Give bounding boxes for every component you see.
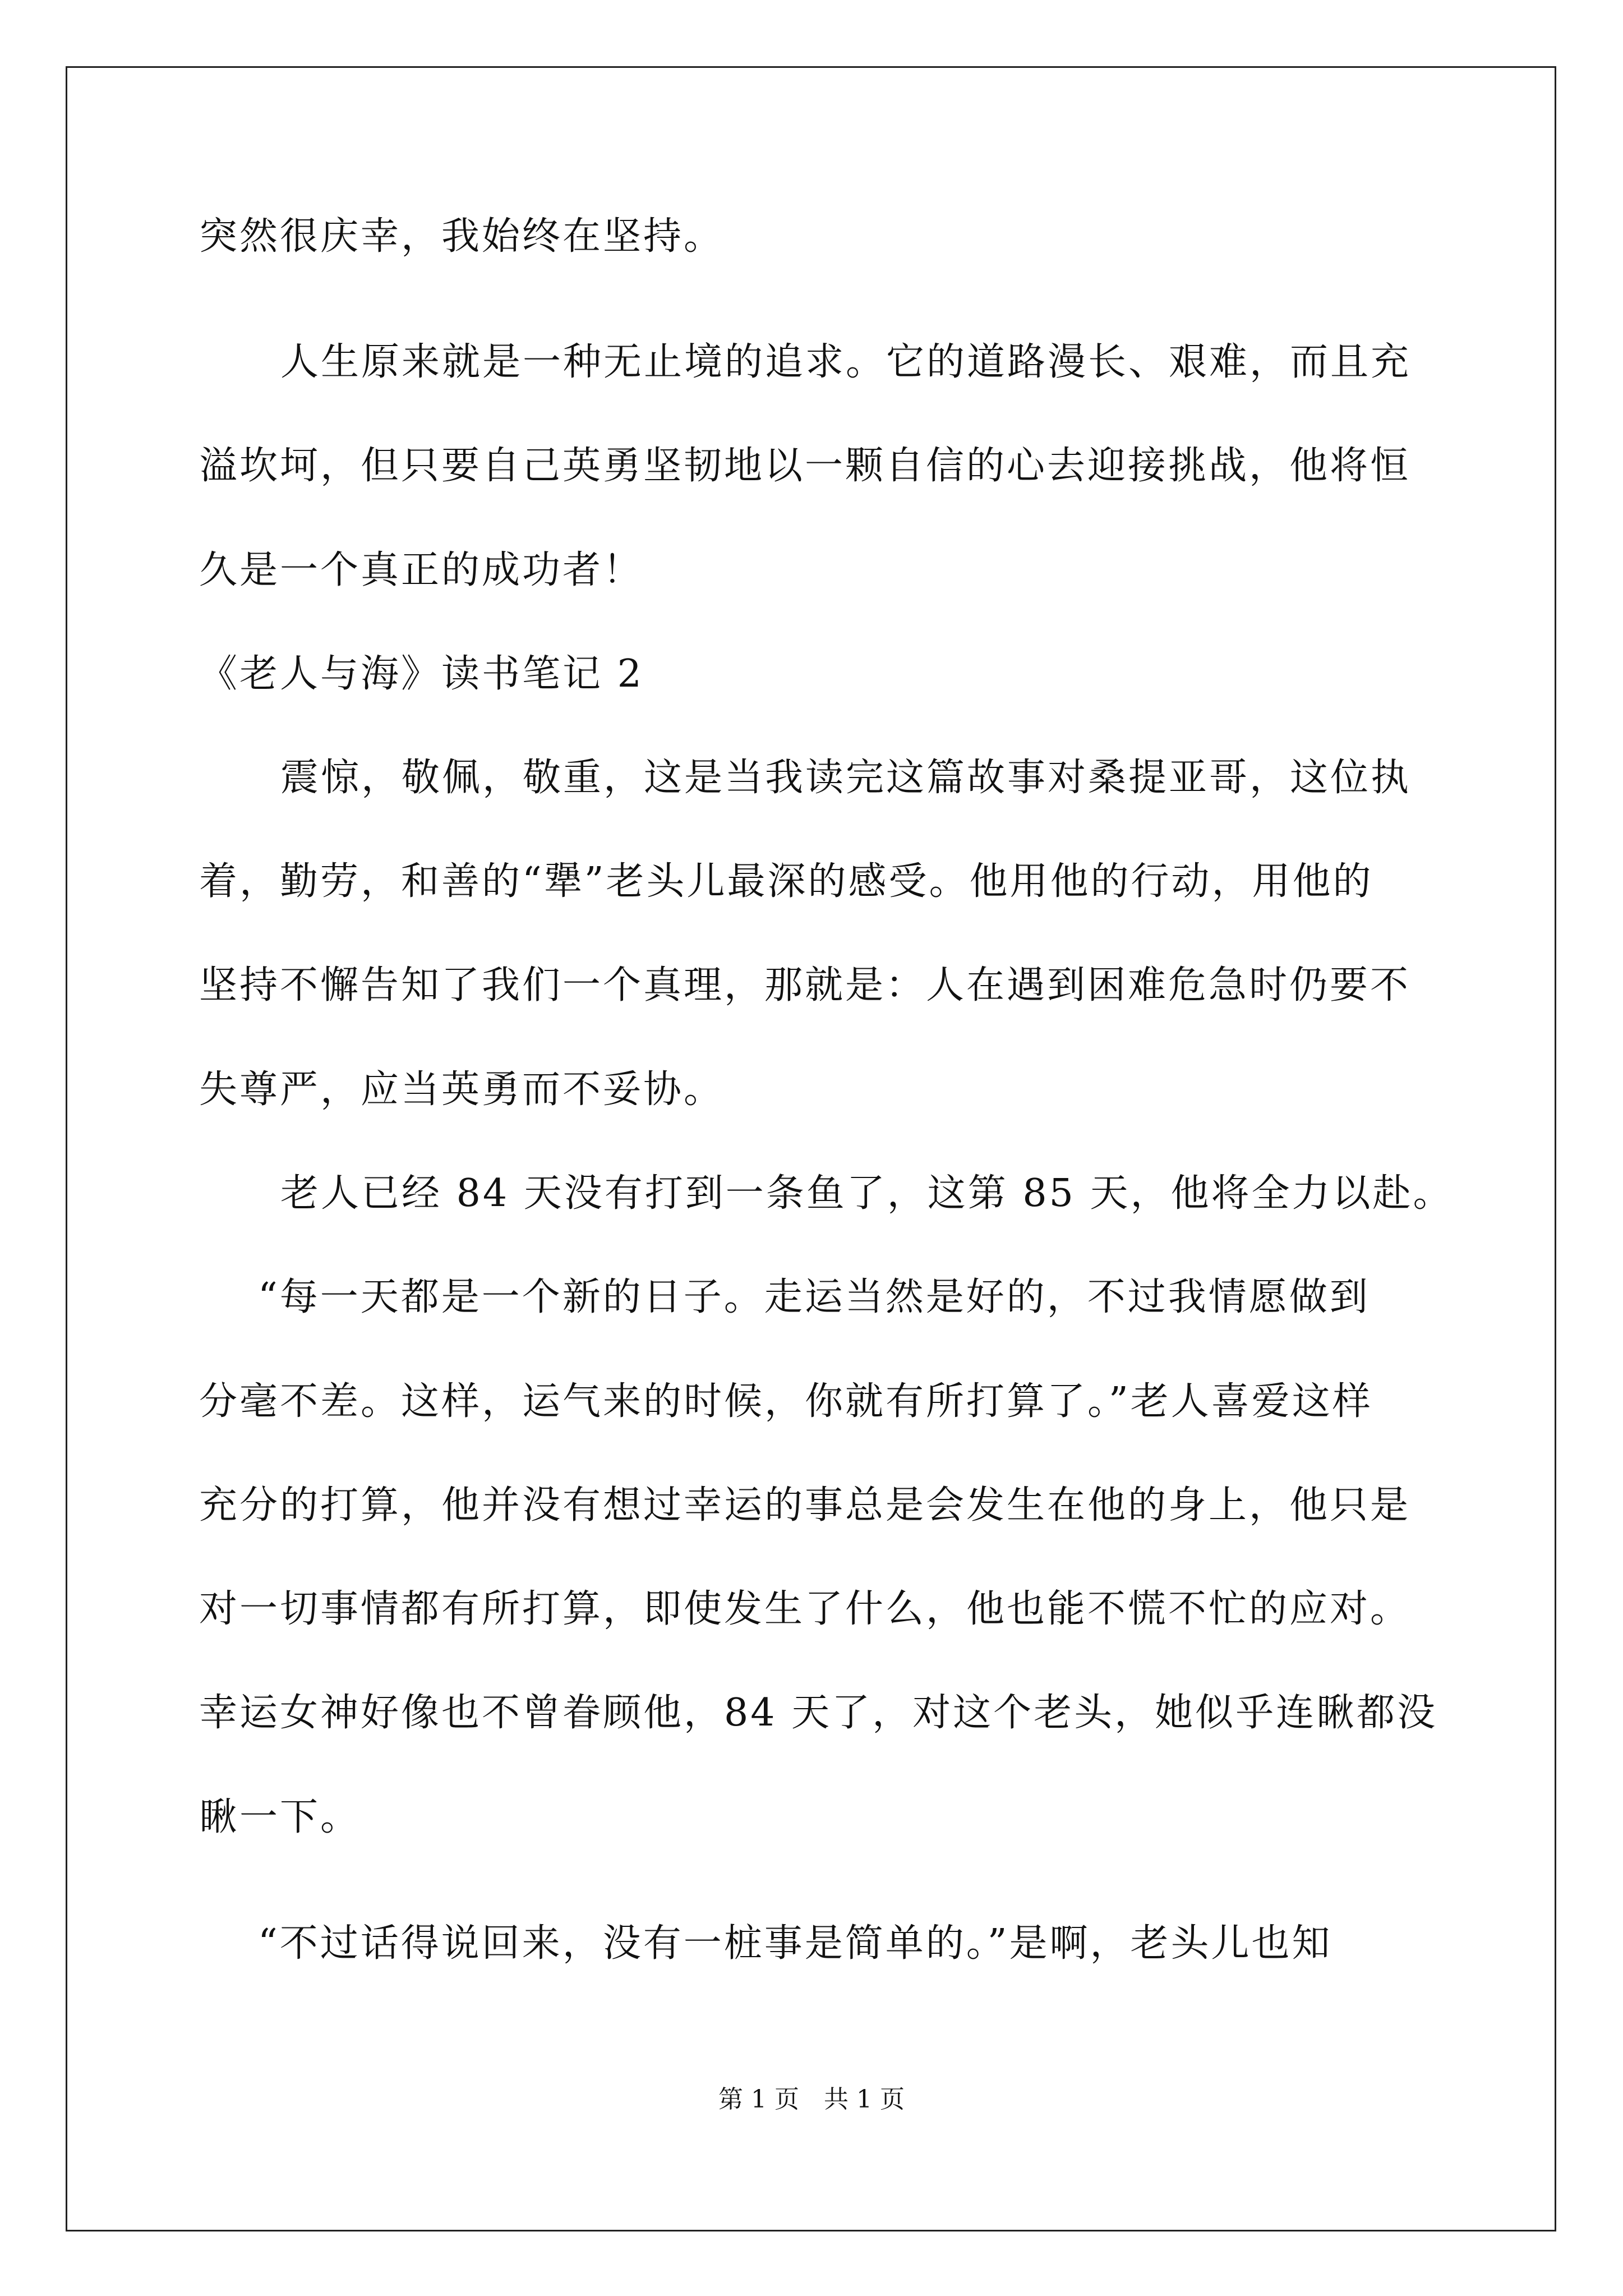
body-line: “每一天都是一个新的日子。走运当然是好的，不过我情愿做到 [258,1275,1370,1319]
body-line: 震惊，敬佩，敬重，这是当我读完这篇故事对桑提亚哥，这位执 [280,756,1412,800]
body-line: 分毫不差。这样，运气来的时候，你就有所打算了。”老人喜爱这样 [199,1379,1373,1424]
body-line: 着，勤劳，和善的“犟”老头儿最深的感受。他用他的行动，用他的 [199,859,1373,904]
body-line: “不过话得说回来，没有一桩事是简单的。”是啊，老头儿也知 [258,1921,1332,1966]
section-heading: 《老人与海》读书笔记 2 [199,652,644,696]
body-line: 幸运女神好像也不曾眷顾他，84 天了，对这个老头，她似乎连瞅都没 [199,1691,1438,1735]
body-line: 人生原来就是一种无止境的追求。它的道路漫长、艰难，而且充 [280,340,1412,384]
body-line: 坚持不懈告知了我们一个真理，那就是：人在遇到困难危急时仍要不 [199,963,1411,1007]
body-line: 充分的打算，他并没有想过幸运的事总是会发生在他的身上，他只是 [199,1483,1411,1527]
body-line: 瞅一下。 [199,1795,361,1839]
body-line: 突然很庆幸，我始终在坚持。 [199,214,725,259]
page-footer: 第 1 页 共 1 页 [718,2085,905,2114]
body-line: 溢坎坷，但只要自己英勇坚韧地以一颗自信的心去迎接挑战，他将恒 [199,444,1411,488]
body-line: 失尊严，应当英勇而不妥协。 [199,1068,725,1112]
body-line: 老人已经 84 天没有打到一条鱼了，这第 85 天，他将全力以赴。 [280,1171,1454,1216]
page-border [66,66,1556,2231]
body-line: 对一切事情都有所打算，即使发生了什么，他也能不慌不忙的应对。 [199,1587,1411,1631]
body-line: 久是一个真正的成功者！ [199,548,644,592]
